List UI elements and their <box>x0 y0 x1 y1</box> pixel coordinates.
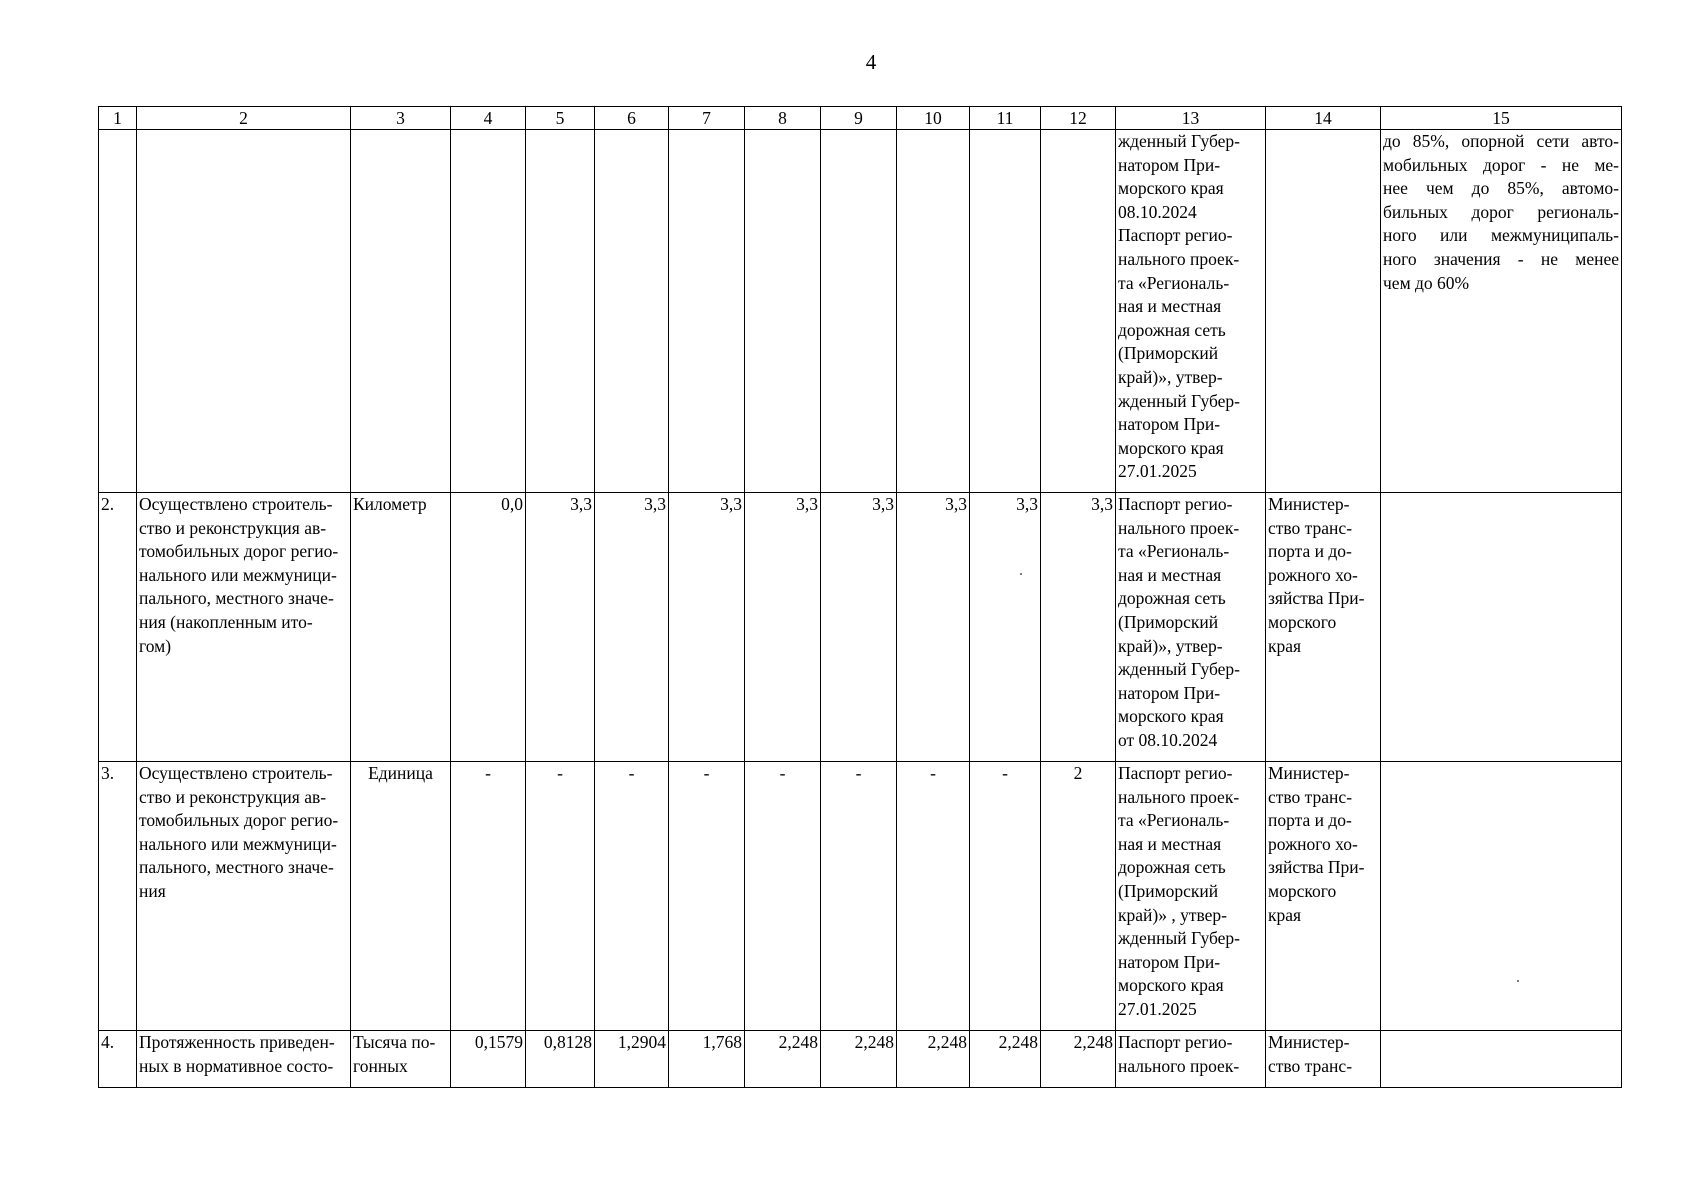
cell-line: (Приморский <box>1118 611 1219 632</box>
column-header: 4 <box>451 107 526 130</box>
cell-line: натором При- <box>1118 951 1221 972</box>
cell-line: 08.10.2024 <box>1118 201 1197 222</box>
value-cell: 2,248 <box>897 1031 970 1088</box>
value-cell: 3,3 <box>821 493 897 762</box>
cell-line: жденный Губер- <box>1118 928 1240 949</box>
table-row <box>99 130 1622 493</box>
cell-line: морского края <box>1118 975 1224 996</box>
column-header: 7 <box>669 107 745 130</box>
indicator-table <box>98 106 1622 1088</box>
value-cell: 2 <box>1041 762 1116 1031</box>
source-cell <box>1116 493 1266 762</box>
column-header: 1 <box>99 107 137 130</box>
cell-line: 27.01.2025 <box>1118 461 1197 482</box>
cell-line: натором При- <box>1118 414 1221 435</box>
indicator-cell <box>137 130 351 493</box>
column-header: 3 <box>351 107 451 130</box>
cell-line: Паспорт регио- <box>1118 1032 1233 1052</box>
cell-line: зяйства При- <box>1268 857 1365 878</box>
cell-line: натором При- <box>1118 682 1221 703</box>
value-cell: - <box>821 762 897 1031</box>
cell-line: край)», утвер- <box>1118 366 1223 387</box>
value-cell: 1,2904 <box>595 1031 669 1088</box>
cell-line: порта и до- <box>1268 541 1352 562</box>
notes-cell <box>1381 1031 1622 1088</box>
column-header: 9 <box>821 107 897 130</box>
cell-line: гонных <box>353 1055 408 1076</box>
value-cell: - <box>595 762 669 1031</box>
value-cell: 0,1579 <box>451 1031 526 1088</box>
cell-line: та «Региональ- <box>1118 272 1230 293</box>
value-cell: 3,3 <box>897 493 970 762</box>
value-cell: 3,3 <box>669 493 745 762</box>
column-header: 11 <box>970 107 1041 130</box>
cell-line: пального, местного значе- <box>139 857 334 878</box>
cell-line: Тысяча по- <box>353 1032 436 1052</box>
value-cell: 3,3 <box>970 493 1041 762</box>
value-cell: - <box>897 762 970 1031</box>
value-cell: 2,248 <box>970 1031 1041 1088</box>
cell-line: ство и реконструкция ав- <box>139 786 327 807</box>
value-cell <box>595 130 669 493</box>
column-header: 14 <box>1266 107 1381 130</box>
cell-line: края <box>1268 635 1302 656</box>
cell-line: дорожная сеть <box>1118 319 1226 340</box>
unit-cell <box>351 130 451 493</box>
cell-line: жденный Губер- <box>1118 131 1240 151</box>
cell-line: нального проек- <box>1118 248 1240 269</box>
unit-cell <box>351 1031 451 1088</box>
value-cell: 3,3 <box>526 493 595 762</box>
value-cell: - <box>526 762 595 1031</box>
value-cell <box>526 130 595 493</box>
unit-cell: Единица <box>351 762 451 1031</box>
cell-line: нального или межмуници- <box>139 833 337 854</box>
value-cell: 3,3 <box>745 493 821 762</box>
cell-line: Осуществлено строитель- <box>139 763 333 783</box>
cell-line: натором При- <box>1118 154 1221 175</box>
cell-line: Министер- <box>1268 1032 1350 1052</box>
value-cell: 0,8128 <box>526 1031 595 1088</box>
note-line: нее чем до 85%, автомо- <box>1383 178 1619 199</box>
cell-line: морского края <box>1118 706 1224 727</box>
cell-line: ния <box>139 880 166 901</box>
value-cell: 1,768 <box>669 1031 745 1088</box>
cell-line: ния (накопленным ито- <box>139 611 313 632</box>
cell-line: 27.01.2025 <box>1118 998 1197 1019</box>
source-cell <box>1116 1031 1266 1088</box>
value-cell: 3,3 <box>595 493 669 762</box>
row-number: 2. <box>99 493 137 762</box>
column-header: 13 <box>1116 107 1266 130</box>
value-cell: - <box>970 762 1041 1031</box>
cell-line: Паспорт регио- <box>1118 225 1233 246</box>
cell-line: дорожная сеть <box>1118 857 1226 878</box>
cell-line: гом) <box>139 635 172 656</box>
cell-line: от 08.10.2024 <box>1118 729 1218 750</box>
note-line: чем до 60% <box>1383 272 1470 293</box>
cell-line: морского <box>1268 880 1337 901</box>
header-row <box>99 107 1622 130</box>
indicator-cell <box>137 1031 351 1088</box>
value-cell <box>970 130 1041 493</box>
notes-cell <box>1381 130 1622 493</box>
column-header: 6 <box>595 107 669 130</box>
note-line: ного или межмуниципаль- <box>1383 225 1619 246</box>
value-cell <box>821 130 897 493</box>
cell-line: морского края <box>1118 437 1224 458</box>
value-cell: - <box>451 762 526 1031</box>
source-cell <box>1116 130 1266 493</box>
cell-line: томобильных дорог регио- <box>139 810 339 831</box>
cell-line: та «Региональ- <box>1118 541 1230 562</box>
cell-line: зяйства При- <box>1268 588 1365 609</box>
value-cell: 0,0 <box>451 493 526 762</box>
cell-line: Протяженность приведен- <box>139 1032 335 1052</box>
value-cell: - <box>745 762 821 1031</box>
cell-line: морского края <box>1118 178 1224 199</box>
cell-line: та «Региональ- <box>1118 810 1230 831</box>
cell-line: (Приморский <box>1118 343 1219 364</box>
value-cell: 2,248 <box>745 1031 821 1088</box>
row-number: 3. <box>99 762 137 1031</box>
column-header: 2 <box>137 107 351 130</box>
cell-line: ная и местная <box>1118 564 1222 585</box>
row-number <box>99 130 137 493</box>
notes-cell <box>1381 762 1622 1031</box>
note-line: мобильных дорог - не ме- <box>1383 154 1619 175</box>
column-header: 10 <box>897 107 970 130</box>
cell-line: дорожная сеть <box>1118 588 1226 609</box>
unit-cell: Километр <box>351 493 451 762</box>
column-header: 8 <box>745 107 821 130</box>
indicator-cell <box>137 493 351 762</box>
table-row <box>99 1031 1622 1088</box>
cell-line: ство и реконструкция ав- <box>139 517 327 538</box>
cell-line: ных в нормативное состо- <box>139 1055 334 1076</box>
indicator-cell <box>137 762 351 1031</box>
cell-line: порта и до- <box>1268 810 1352 831</box>
cell-line: Паспорт регио- <box>1118 763 1233 783</box>
cell-line: томобильных дорог регио- <box>139 541 339 562</box>
cell-line: Министер- <box>1268 494 1350 514</box>
column-header: 15 <box>1381 107 1622 130</box>
cell-line: край)», утвер- <box>1118 635 1223 656</box>
cell-line: ная и местная <box>1118 833 1222 854</box>
table-row <box>99 493 1622 762</box>
table-row <box>99 762 1622 1031</box>
value-cell <box>451 130 526 493</box>
page-number: 4 <box>865 50 877 74</box>
responsible-cell <box>1266 1031 1381 1088</box>
value-cell: 2,248 <box>1041 1031 1116 1088</box>
cell-line: жденный Губер- <box>1118 390 1240 411</box>
cell-line: ство транс- <box>1268 1055 1353 1076</box>
responsible-cell <box>1266 130 1381 493</box>
cell-line: рожного хо- <box>1268 564 1358 585</box>
column-header: 5 <box>526 107 595 130</box>
value-cell <box>669 130 745 493</box>
value-cell: 3,3 <box>1041 493 1116 762</box>
cell-line: нального проек- <box>1118 786 1240 807</box>
cell-line: край)» , утвер- <box>1118 904 1227 925</box>
note-line: до 85%, опорной сети авто- <box>1383 131 1619 151</box>
cell-line: края <box>1268 904 1302 925</box>
cell-line: ство транс- <box>1268 786 1353 807</box>
note-line: ного значения - не менее <box>1383 248 1619 269</box>
cell-line: Паспорт регио- <box>1118 494 1233 514</box>
source-cell <box>1116 762 1266 1031</box>
note-line: бильных дорог региональ- <box>1383 201 1619 222</box>
cell-line: нального проек- <box>1118 1055 1240 1076</box>
responsible-cell <box>1266 493 1381 762</box>
cell-line: жденный Губер- <box>1118 659 1240 680</box>
value-cell: 2,248 <box>821 1031 897 1088</box>
cell-line: нального проек- <box>1118 517 1240 538</box>
value-cell <box>897 130 970 493</box>
cell-line: ная и местная <box>1118 296 1222 317</box>
cell-line: Осуществлено строитель- <box>139 494 333 514</box>
cell-line: пального, местного значе- <box>139 588 334 609</box>
row-number: 4. <box>99 1031 137 1088</box>
cell-line: Министер- <box>1268 763 1350 783</box>
value-cell <box>745 130 821 493</box>
cell-line: ство транс- <box>1268 517 1353 538</box>
scan-speck <box>1517 980 1519 982</box>
value-cell <box>1041 130 1116 493</box>
responsible-cell <box>1266 762 1381 1031</box>
notes-cell <box>1381 493 1622 762</box>
cell-line: рожного хо- <box>1268 833 1358 854</box>
scan-speck <box>1020 573 1022 575</box>
column-header: 12 <box>1041 107 1116 130</box>
cell-line: нального или межмуници- <box>139 564 337 585</box>
value-cell: - <box>669 762 745 1031</box>
cell-line: (Приморский <box>1118 880 1219 901</box>
cell-line: морского <box>1268 611 1337 632</box>
